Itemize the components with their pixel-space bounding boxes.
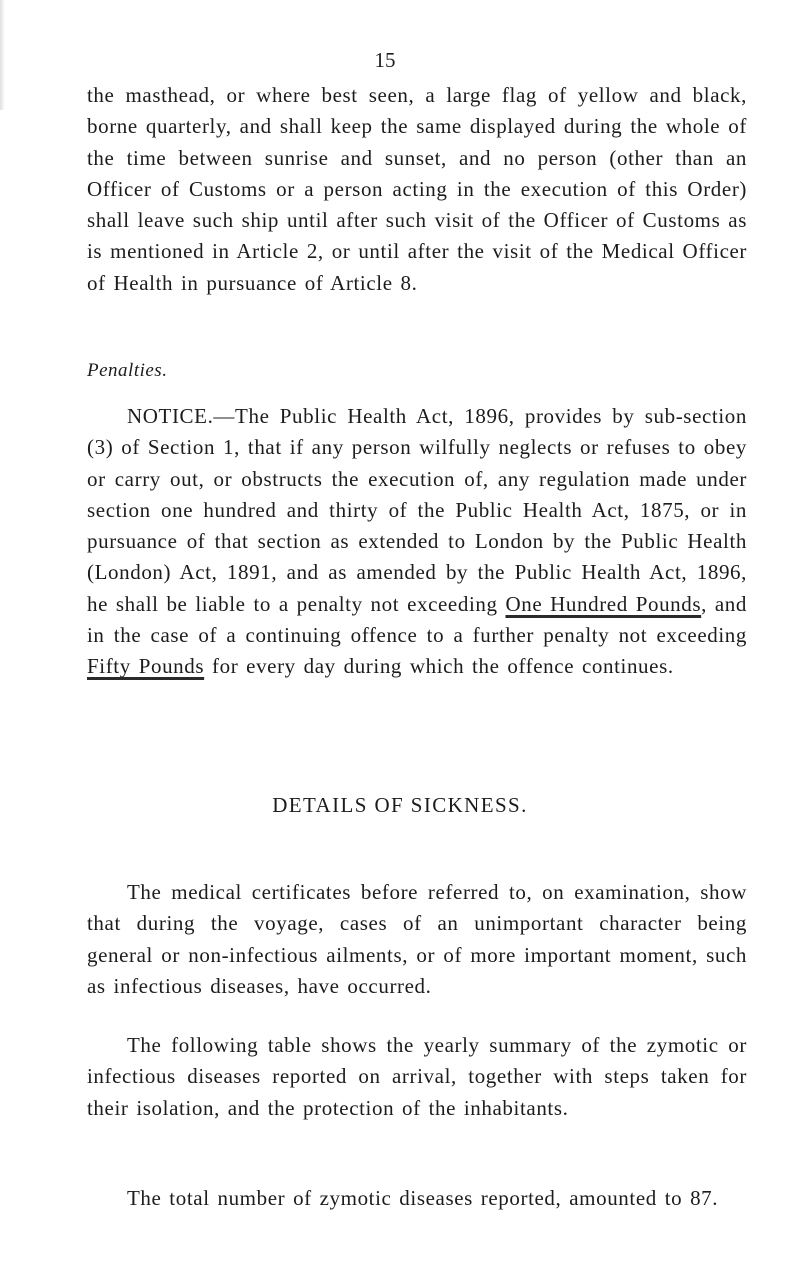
underlined-daily-penalty-amount: Fifty Pounds: [87, 654, 205, 679]
paragraph-text: The total number of zymotic diseases reported, amounted to 87.: [127, 1186, 719, 1210]
underlined-penalty-amount: One Hundred Pounds: [505, 591, 702, 616]
notice-text: [87, 401, 747, 683]
notice-text-part-2: , and in the case of a continuing offence to a further penalty not exceeding: [87, 591, 748, 648]
paragraph-text: The following table shows the yearly summary of the zymotic or infectious diseases reported on arrival, together with steps taken for their isolation, and the protection of the inhabitants.: [87, 1033, 747, 1120]
notice-text-part-1: NOTICE.—The Public Health Act, 1896, provides by sub-section (3) of Section 1, that if any person wilfully neglects or refuses to obey or carry out, or obstructs the execution of, any regulation made under section one hundred and thirty of the Public Health Act, 1875, or in pursuance of that section as extended to London by the Public Health (London) Act, 1891, and as amended by the Public Health Act, 1896, he shall be liable to a penalty not exceeding: [87, 404, 747, 616]
paragraph-text: The medical certificates before referred to, on examination, show that during the voyage, cases of an unimportant character being general or non-infectious ailments, or of more important moment, such as infectious diseases, have occurred.: [87, 880, 747, 998]
paragraph-total-diseases: [87, 1183, 747, 1214]
paragraph-yearly-summary: [87, 1030, 747, 1124]
page-number: 15: [374, 48, 396, 72]
paragraph-notice: [87, 401, 747, 683]
notice-text-part-3: for every day during which the offence continues.: [204, 654, 674, 679]
paragraph-text: the masthead, or where best seen, a large flag of yellow and black, borne quarterly, and shall keep the same displayed during the whole of the time between sunrise and sunset, and no person (other than an Officer of Customs or a person acting in the execution of this Order) shall leave such ship until after such visit of the Officer of Customs as is mentioned in Article 2, or until after the visit of the Medical Officer of Health in pursuance of Article 8.: [87, 83, 747, 295]
paragraph-flag-display: [87, 80, 747, 299]
sidenote-penalties: Penalties.: [87, 360, 168, 381]
paragraph-medical-certificates: [87, 877, 747, 1002]
section-heading: DETAILS OF SICKNESS.: [272, 793, 528, 817]
